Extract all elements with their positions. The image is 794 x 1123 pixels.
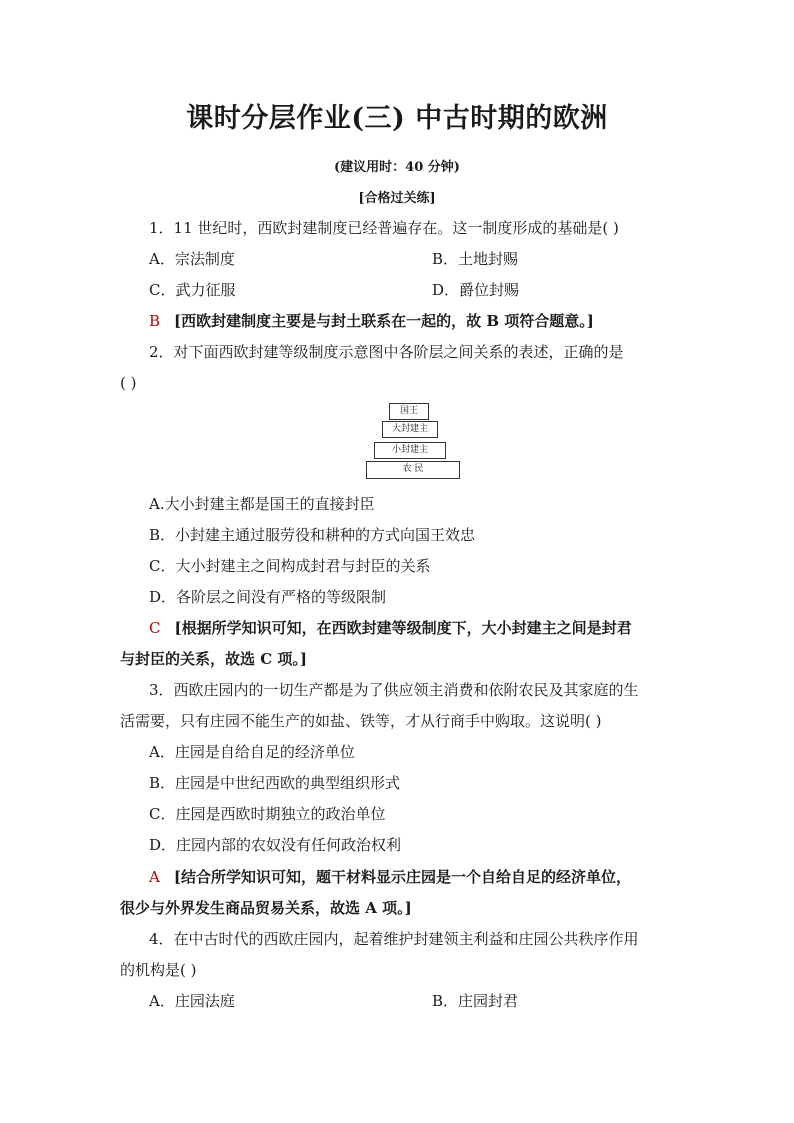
question-3-option-d: D．庄园内部的农奴没有任何政治权利 [149, 836, 402, 854]
question-3-option-b: B．庄园是中世纪西欧的典型组织形式 [149, 774, 401, 792]
question-4-stem: 4．在中古时代的西欧庄园内，起着维护封建领主利益和庄园公共秩序作用 [149, 930, 639, 948]
page-title: 课时分层作业(三) 中古时期的欧洲 [186, 103, 608, 134]
question-3-answer-cont: 很少与外界发生商品贸易关系，故选 A 项。] [120, 899, 412, 917]
question-4-option-a: A．庄园法庭 [149, 992, 235, 1010]
answer-letter: A [149, 868, 160, 886]
question-1-stem: 1．11 世纪时，西欧封建制度已经普遍存在。这一制度形成的基础是( ) [149, 219, 619, 237]
diagram-level-lesser-lords: 小封建主 [374, 442, 446, 459]
question-1-option-d: D．爵位封赐 [432, 281, 520, 299]
question-2-option-c: C．大小封建主之间构成封君与封臣的关系 [149, 557, 431, 575]
question-2-option-a: A.大小封建主都是国王的直接封臣 [149, 495, 375, 513]
answer-letter: C [149, 619, 161, 637]
question-1-option-c: C．武力征服 [149, 281, 236, 299]
diagram-level-king: 国王 [389, 403, 429, 420]
question-3-stem: 3．西欧庄园内的一切生产都是为了供应领主消费和依附农民及其家庭的生 [149, 681, 639, 699]
question-4-option-b: B．庄园封君 [432, 992, 519, 1010]
diagram-level-great-lords: 大封建主 [382, 421, 438, 438]
question-2-option-b: B．小封建主通过服劳役和耕种的方式向国王效忠 [149, 526, 476, 544]
suggested-time: (建议用时：40 分钟) [334, 160, 460, 175]
question-3-option-c: C．庄园是西欧时期独立的政治单位 [149, 805, 386, 823]
question-3-stem-cont: 活需要，只有庄园不能生产的如盐、铁等，才从行商手中购取。这说明( ) [120, 712, 602, 730]
question-1-answer [149, 311, 594, 331]
question-2-option-d: D．各阶层之间没有严格的等级限制 [149, 588, 387, 606]
answer-explanation: [结合所学知识可知，题干材料显示庄园是一个自给自足的经济单位， [173, 868, 631, 886]
question-1-option-a: A．宗法制度 [149, 250, 235, 268]
question-3-option-a: A．庄园是自给自足的经济单位 [149, 743, 355, 761]
answer-letter: B [149, 312, 161, 330]
question-2-answer [149, 618, 632, 638]
question-3-answer [149, 867, 631, 887]
question-4-stem-cont: 的机构是( ) [120, 961, 197, 979]
diagram-level-peasants: 农 民 [366, 461, 460, 479]
answer-explanation: [西欧封建制度主要是与封土联系在一起的，故 B 项符合题意。] [174, 312, 594, 330]
question-2-answer-cont: 与封臣的关系，故选 C 项。] [120, 650, 307, 668]
question-2-stem-cont: ( ) [120, 374, 137, 392]
question-2-stem: 2．对下面西欧封建等级制度示意图中各阶层之间关系的表述，正确的是 [149, 343, 624, 361]
question-1-option-b: B．土地封赐 [432, 250, 519, 268]
answer-explanation: [根据所学知识可知，在西欧封建等级制度下，大小封建主之间是封君 [174, 619, 632, 637]
section-label: [合格过关练] [358, 191, 436, 206]
